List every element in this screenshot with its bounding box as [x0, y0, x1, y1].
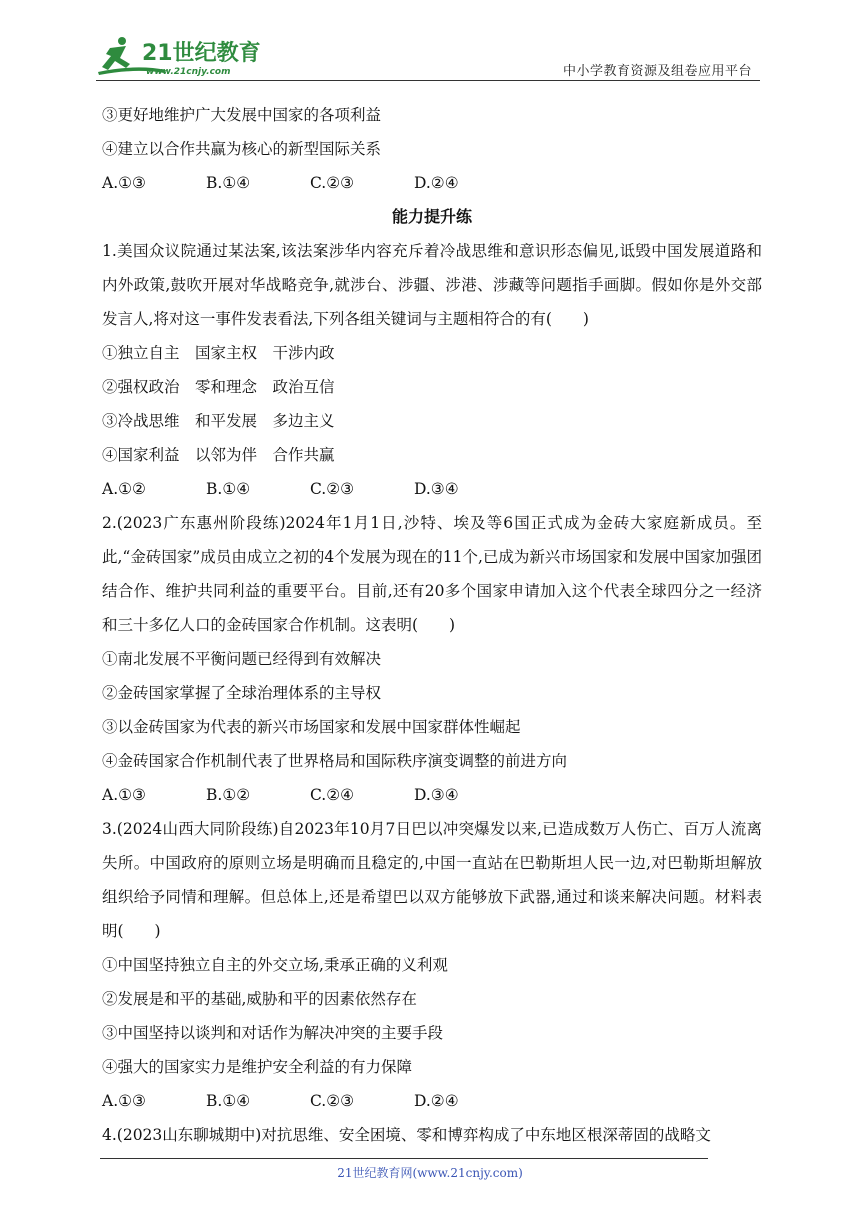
answer-options — [102, 166, 762, 200]
header-divider — [96, 80, 760, 81]
statement: ③更好地维护广大发展中国家的各项利益 — [102, 106, 382, 124]
option-c: C.②③ — [310, 1092, 355, 1110]
question-stem: 2.(2023广东惠州阶段练)2024年1月1日,沙特、埃及等6国正式成为金砖大家庭新成员。至此,“金砖国家”成员由成立之初的4个发展为现在的11个,已成为新兴市场国家和发展中国家加强团结合作、维护共同利益的重要平台。目前,还有20多个国家申请加入这个代表全球四分之一经济和三十多亿人口的金砖国家合作机制。这表明( ) — [102, 514, 762, 634]
option-b: B.①④ — [206, 174, 251, 192]
site-logo[interactable] — [96, 34, 266, 78]
page-content — [102, 98, 762, 1152]
option-a: A.①② — [102, 480, 146, 498]
statement: ①独立自主 国家主权 干涉内政 — [102, 344, 335, 362]
option-a: A.①③ — [102, 1092, 146, 1110]
statement: ③冷战思维 和平发展 多边主义 — [102, 412, 335, 430]
footer-link[interactable]: 21世纪教育网(www.21cnjy.com) — [337, 1166, 523, 1180]
option-d: D.③④ — [414, 480, 459, 498]
statement: ②发展是和平的基础,威胁和平的因素依然存在 — [102, 990, 417, 1008]
option-a: A.①③ — [102, 174, 146, 192]
footer-divider — [100, 1158, 708, 1159]
option-b: B.①④ — [206, 480, 251, 498]
statement: ④金砖国家合作机制代表了世界格局和国际秩序演变调整的前进方向 — [102, 752, 568, 770]
platform-name: 中小学教育资源及组卷应用平台 — [562, 64, 752, 79]
question-stem: 1.美国众议院通过某法案,该法案涉华内容充斥着冷战思维和意识形态偏见,诋毁中国发展道路和内外政策,鼓吹开展对华战略竞争,就涉台、涉疆、涉港、涉藏等问题指手画脚。假如你是外交部发言人,将对这一事件发表看法,下列各组关键词与主题相符合的有( ) — [102, 242, 762, 328]
option-b: B.①④ — [206, 1092, 251, 1110]
statement: ①南北发展不平衡问题已经得到有效解决 — [102, 650, 382, 668]
option-d: D.②④ — [414, 174, 459, 192]
option-c: C.②③ — [310, 174, 355, 192]
answer-options — [102, 472, 762, 506]
svg-text:www.21cnjy.com: www.21cnjy.com — [146, 67, 231, 77]
statement: ②强权政治 零和理念 政治互信 — [102, 378, 335, 396]
option-c: C.②④ — [310, 786, 355, 804]
svg-text:21世纪教育: 21世纪教育 — [142, 41, 261, 66]
option-c: C.②③ — [310, 480, 355, 498]
answer-options — [102, 778, 762, 812]
question-stem: 3.(2024山西大同阶段练)自2023年10月7日巴以冲突爆发以来,已造成数万人伤亡、百万人流离失所。中国政府的原则立场是明确而且稳定的,中国一直站在巴勒斯坦人民一边,对巴勒斯坦解放组织给予同情和理解。但总体上,还是希望巴以双方能够放下武器,通过和谈来解决问题。材料表明( ) — [102, 820, 762, 940]
option-a: A.①③ — [102, 786, 146, 804]
option-d: D.②④ — [414, 1092, 459, 1110]
question-stem: 4.(2023山东聊城期中)对抗思维、安全困境、零和博弈构成了中东地区根深蒂固的战略文 — [102, 1126, 711, 1144]
statement: ②金砖国家掌握了全球治理体系的主导权 — [102, 684, 382, 702]
statement: ④强大的国家实力是维护安全利益的有力保障 — [102, 1058, 413, 1076]
statement: ③以金砖国家为代表的新兴市场国家和发展中国家群体性崛起 — [102, 718, 521, 736]
statement: ①中国坚持独立自主的外交立场,秉承正确的义利观 — [102, 956, 448, 974]
page-header — [0, 0, 860, 84]
statement: ③中国坚持以谈判和对话作为解决冲突的主要手段 — [102, 1024, 444, 1042]
statement: ④国家利益 以邻为伴 合作共赢 — [102, 446, 335, 464]
option-b: B.①② — [206, 786, 251, 804]
answer-options — [102, 1084, 762, 1118]
statement: ④建立以合作共赢为核心的新型国际关系 — [102, 140, 382, 158]
runner-logo-icon — [96, 34, 266, 78]
option-d: D.③④ — [414, 786, 459, 804]
section-title: 能力提升练 — [391, 207, 472, 226]
